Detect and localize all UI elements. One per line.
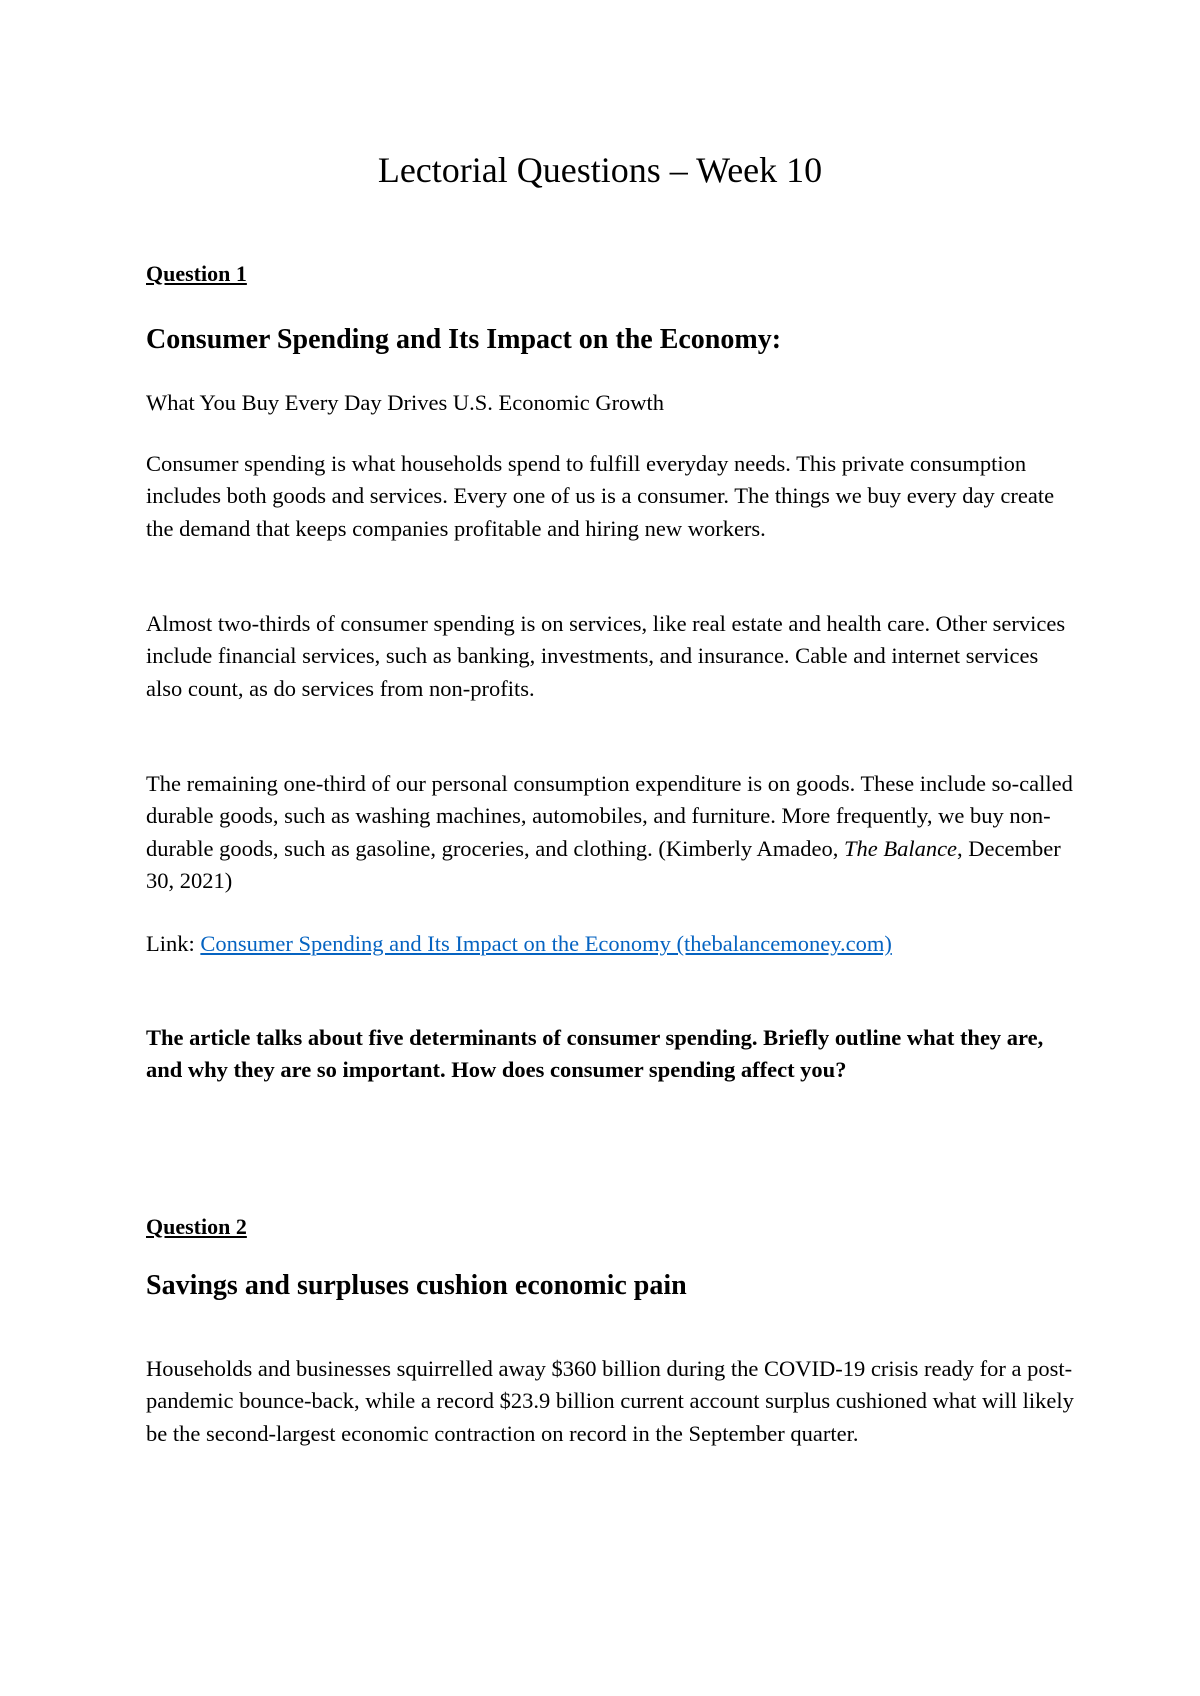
document-title: Lectorial Questions – Week 10 <box>377 150 823 190</box>
question-1-subheading: What You Buy Every Day Drives U.S. Economic Growth <box>146 390 665 415</box>
question-1-paragraph-3 <box>146 768 1076 898</box>
question-2-paragraph-1: Households and businesses squirrelled away $360 billion during the COVID-19 crisis ready for a post-pandemic bounce-back, while a record $23.9 billion current account surplus cushioned what will likely be the second-largest economic contraction on record in the September quarter. <box>146 1356 1074 1446</box>
question-1-paragraph-3-date: , December 30, 2021) <box>146 835 1061 894</box>
question-1-label: Question 1 <box>146 261 247 286</box>
question-2-label: Question 2 <box>146 1214 247 1239</box>
question-1-paragraph-1: Consumer spending is what households spend to fulfill everyday needs. This private consumption includes both goods and services. Every one of us is a consumer. The things we buy every day create the demand that keeps companies profitable and hiring new workers. <box>146 451 1055 541</box>
question-1-link-line <box>146 928 1076 960</box>
question-1-heading: Consumer Spending and Its Impact on the Economy: <box>146 324 782 355</box>
source-publication: The Balance <box>843 835 958 861</box>
question-2-heading: Savings and surpluses cushion economic pain <box>146 1270 687 1301</box>
question-1-paragraph-3-text: The remaining one-third of our personal consumption expenditure is on goods. These include so-called durable goods, such as washing machines, automobiles, and furniture. More frequently, we buy non-durable goods, such as gasoline, groceries, and clothing. (Kimberly Amadeo, <box>146 771 1073 861</box>
article-link[interactable]: Consumer Spending and Its Impact on the Economy (thebalancemoney.com) <box>200 931 892 956</box>
question-1-task: The article talks about five determinants of consumer spending. Briefly outline what they are, and why they are so important. How does consumer spending affect you? <box>146 1025 1044 1083</box>
question-1-paragraph-2: Almost two-thirds of consumer spending is on services, like real estate and health care. Other services include financial services, such as banking, investments, and insurance. Cable and internet services also count, as do services from non-profits. <box>146 611 1066 701</box>
link-prefix: Link: <box>146 931 201 956</box>
